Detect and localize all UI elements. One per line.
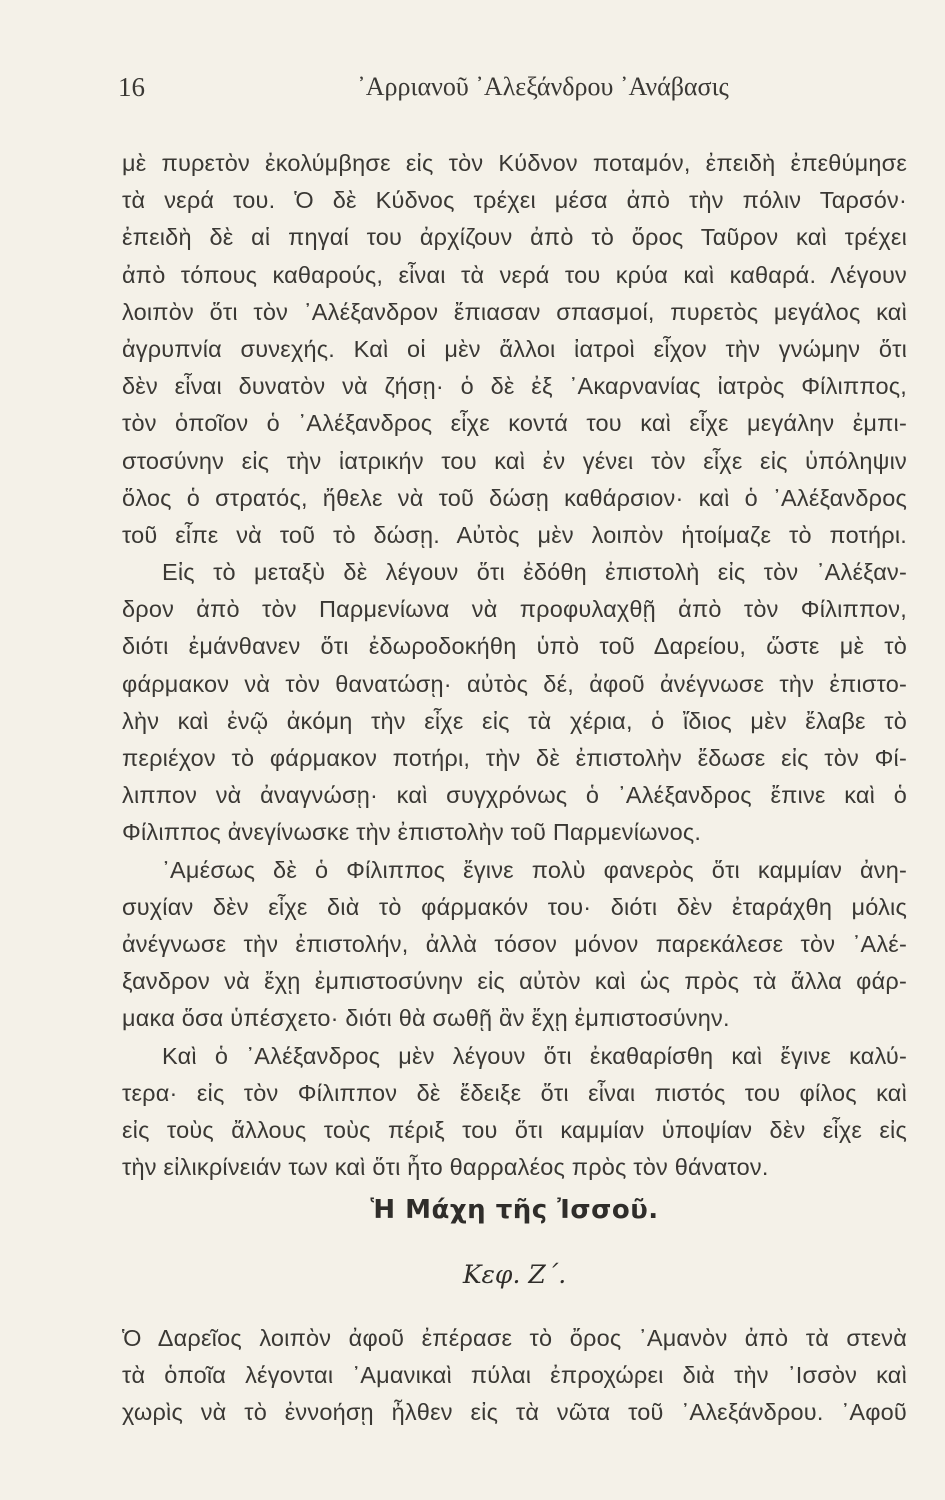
text-line: Εἰς τὸ μεταξὺ δὲ λέγουν ὅτι ἐδόθη ἐπιστολὴ εἰς τὸν ᾿Αλέξαν- (162, 559, 907, 586)
text-line: μακα ὅσα ὑπέσχετο· διότι θὰ σωθῇ ἂν ἔχῃ ἐμπιστοσύνην. (122, 1005, 730, 1032)
page-header (118, 72, 908, 112)
section-title: Ἡ Μάχη τῆς Ἰσσοῦ. (370, 1195, 659, 1225)
text-line: ὅλος ὁ στρατός, ἤθελε νὰ τοῦ δώσῃ καθάρσιον· καὶ ὁ ᾿Αλέξανδρος (122, 484, 907, 511)
text-line: λοιπὸν ὅτι τὸν ᾿Αλέξανδρον ἔπιασαν σπασμοί, πυρετὸς μεγάλος καὶ (122, 298, 907, 325)
text-line: φάρμακον νὰ τὸν θανατώσῃ· αὐτὸς δέ, ἀφοῦ ἀνέγνωσε τὴν ἐπιστο- (122, 670, 907, 697)
chapter-heading: Κεφ. Ζ΄. (462, 1260, 567, 1289)
text-line: ἐπειδὴ δὲ αἱ πηγαί του ἀρχίζουν ἀπὸ τὸ ὄρος Ταῦρον καὶ τρέχει (122, 224, 907, 251)
text-line: λιππον νὰ ἀναγνώσῃ· καὶ συγχρόνως ὁ ᾿Αλέξανδρος ἔπινε καὶ ὁ (122, 782, 907, 809)
text-line: χωρὶς νὰ τὸ ἐννοήσῃ ἦλθεν εἰς τὰ νῶτα τοῦ ᾿Αλεξάνδρου. ᾿Αφοῦ (122, 1399, 907, 1426)
text-line: συχίαν δὲν εἶχε διὰ τὸ φάρμακόν του· διότι δὲν ἐταράχθη μόλις (122, 893, 907, 920)
text-line: λὴν καὶ ἐνῷ ἀκόμη τὴν εἶχε εἰς τὰ χέρια, ὁ ἴδιος μὲν ἔλαβε τὸ (122, 707, 907, 734)
text-line: τερα· εἰς τὸν Φίλιππον δὲ ἔδειξε ὅτι εἶναι πιστός του φίλος καὶ (122, 1079, 907, 1106)
text-line: Φίλιππος ἀνεγίνωσκε τὴν ἐπιστολὴν τοῦ Παρμενίωνος. (122, 819, 702, 846)
text-line: ἀπὸ τόπους καθαρούς, εἶναι τὰ νερά του κρύα καὶ καθαρά. Λέγουν (122, 261, 907, 288)
text-line: διότι ἐμάνθανεν ὅτι ἐδωροδοκήθη ὑπὸ τοῦ Δαρείου, ὥστε μὲ τὸ (122, 633, 907, 660)
page-number: 16 (118, 72, 145, 102)
text-line: Καὶ ὁ ᾿Αλέξανδρος μὲν λέγουν ὅτι ἐκαθαρίσθη καὶ ἔγινε καλύ- (162, 1042, 907, 1069)
text-line: τὰ νερά του. Ὁ δὲ Κύδνος τρέχει μέσα ἀπὸ τὴν πόλιν Ταρσόν· (122, 187, 907, 214)
text-line: ξανδρον νὰ ἔχῃ ἐμπιστοσύνην εἰς αὐτὸν καὶ ὡς πρὸς τὰ ἄλλα φάρ- (122, 968, 907, 995)
text-line: εἰς τοὺς ἄλλους τοὺς πέριξ του ὅτι καμμίαν ὑποψίαν δὲν εἶχε εἰς (122, 1116, 907, 1143)
text-line: ἀγρυπνία συνεχής. Καὶ οἱ μὲν ἄλλοι ἰατροὶ εἶχον τὴν γνώμην ὅτι (122, 335, 907, 362)
text-line: μὲ πυρετὸν ἐκολύμβησε εἰς τὸν Κύδνον ποταμόν, ἐπειδὴ ἐπεθύμησε (122, 150, 907, 176)
text-line: περιέχον τὸ φάρμακον ποτήρι, τὴν δὲ ἐπιστολὴν ἔδωσε εἰς τὸν Φί- (122, 745, 907, 771)
text-line: τὰ ὁποῖα λέγονται ᾿Αμανικαὶ πύλαι ἐπροχώρει διὰ τὴν ᾿Ισσὸν καὶ (122, 1362, 907, 1389)
text-line: τοῦ εἶπε νὰ τοῦ τὸ δώσῃ. Αὐτὸς μὲν λοιπὸν ἡτοίμαζε τὸ ποτήρι. (122, 521, 907, 548)
text-line: στοσύνην εἰς τὴν ἰατρικήν του καὶ ἐν γένει τὸν εἶχε εἰς ὑπόληψιν (122, 447, 907, 474)
text-line: ᾿Αμέσως δὲ ὁ Φίλιππος ἔγινε πολὺ φανερὸς ὅτι καμμίαν ἀνη- (162, 856, 907, 883)
main-text (122, 145, 907, 1186)
text-line: Ὁ Δαρεῖος λοιπὸν ἀφοῦ ἐπέρασε τὸ ὄρος ᾿Αμανὸν ἀπὸ τὰ στενὰ (122, 1325, 907, 1351)
text-line: δρον ἀπὸ τὸν Παρμενίωνα νὰ προφυλαχθῇ ἀπὸ τὸν Φίλιππον, (122, 596, 907, 623)
text-line: τὴν εἰλικρίνειάν των καὶ ὅτι ἦτο θαρραλέος πρὸς τὸν θάνατον. (122, 1154, 769, 1181)
text-line: ἀνέγνωσε τὴν ἐπιστολήν, ἀλλὰ τόσον μόνον παρεκάλεσε τὸν ᾿Αλέ- (122, 930, 907, 957)
chapter-text (122, 1320, 907, 1432)
text-line: τὸν ὁποῖον ὁ ᾿Αλέξανδρος εἶχε κοντά του καὶ εἶχε μεγάλην ἐμπι- (122, 410, 907, 437)
text-line: δὲν εἶναι δυνατὸν νὰ ζήσῃ· ὁ δὲ ἐξ ᾿Ακαρνανίας ἰατρὸς Φίλιππος, (122, 373, 907, 400)
running-title: ᾿Αρριανοῦ ᾿Αλεξάνδρου ᾿Ανάβασις (357, 72, 729, 101)
